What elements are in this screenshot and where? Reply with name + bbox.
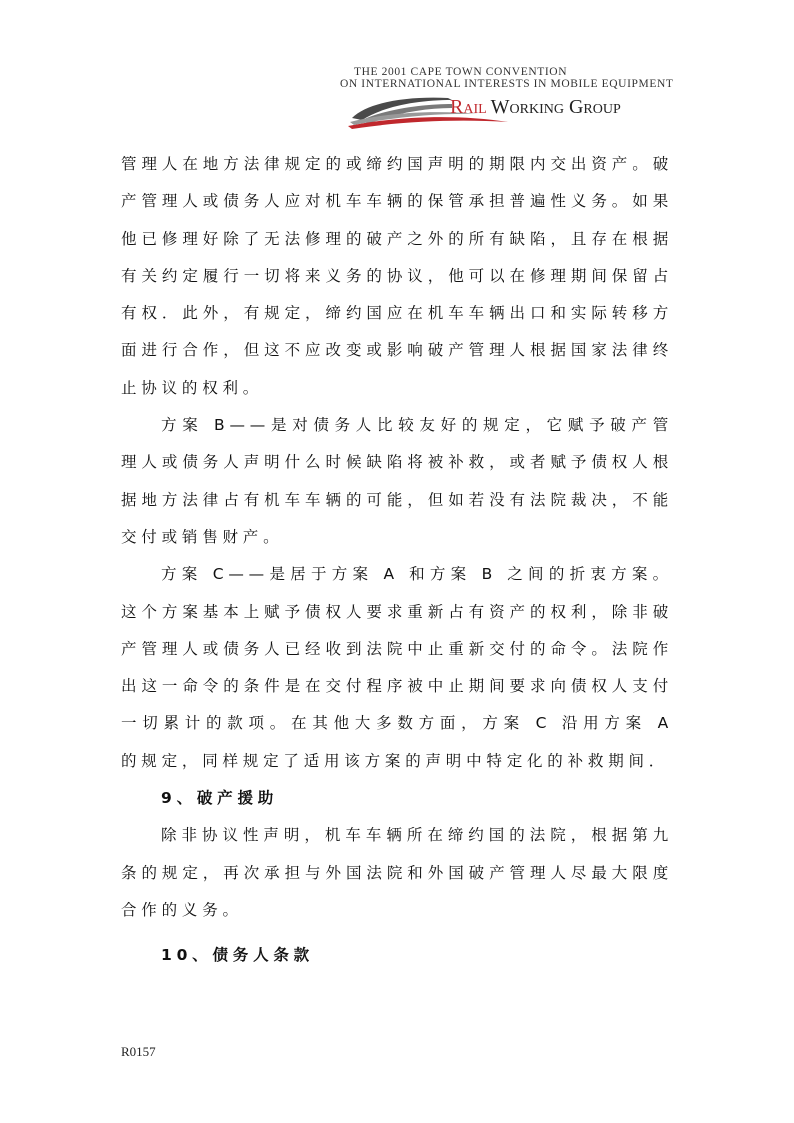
brand-rest: Working Group: [490, 96, 621, 118]
brand-rail: Rail: [450, 96, 487, 118]
paragraph-1: 管理人在地方法律规定的或缔约国声明的期限内交出资产。破产管理人或债务人应对机车车辆的保管承担普遍性义务。如果他已修理好除了无法修理的破产之外的所有缺陷，且存在根据有关约定履行一切将来义务的协议，他可以在修理期间保留占有权．此外，有规定，缔约国应在机车车辆出口和实际转移方面进行合作，但这不应改变或影响破产管理人根据国家法律终止协议的权利。: [121, 155, 673, 397]
body-text: [121, 146, 673, 975]
paragraph-4: 除非协议性声明，机车车辆所在缔约国的法院，根据第九条的规定，再次承担与外国法院和外国破产管理人尽最大限度合作的义务。: [121, 826, 673, 919]
section-heading-10: 10、债务人条款: [161, 946, 314, 965]
brand-logo-text: [450, 96, 621, 119]
header-line-1: THE 2001 CAPE TOWN CONVENTION: [354, 66, 568, 78]
page-code: R0157: [121, 1044, 156, 1059]
page-header: [340, 66, 674, 136]
header-line-2: ON INTERNATIONAL INTERESTS IN MOBILE EQUIPMENT: [340, 78, 674, 90]
paragraph-3: 方案 C——是居于方案 A 和方案 B 之间的折衷方案。这个方案基本上赋予债权人要求重新占有资产的权利，除非破产管理人或债务人已经收到法院中止重新交付的命令。法院作出这一命令的条件是在交付程序被中止期间要求向债权人支付一切累计的款项。在其他大多数方面，方案 C 沿用方案 A 的规定，同样规定了适用该方案的声明中特定化的补救期间．: [121, 565, 673, 770]
section-heading-9: 9、破产援助: [161, 789, 279, 808]
paragraph-2: 方案 B——是对债务人比较友好的规定，它赋予破产管理人或债务人声明什么时候缺陷将被补救，或者赋予债权人根据地方法律占有机车车辆的可能，但如若没有法院裁决，不能交付或销售财产。: [121, 416, 673, 546]
